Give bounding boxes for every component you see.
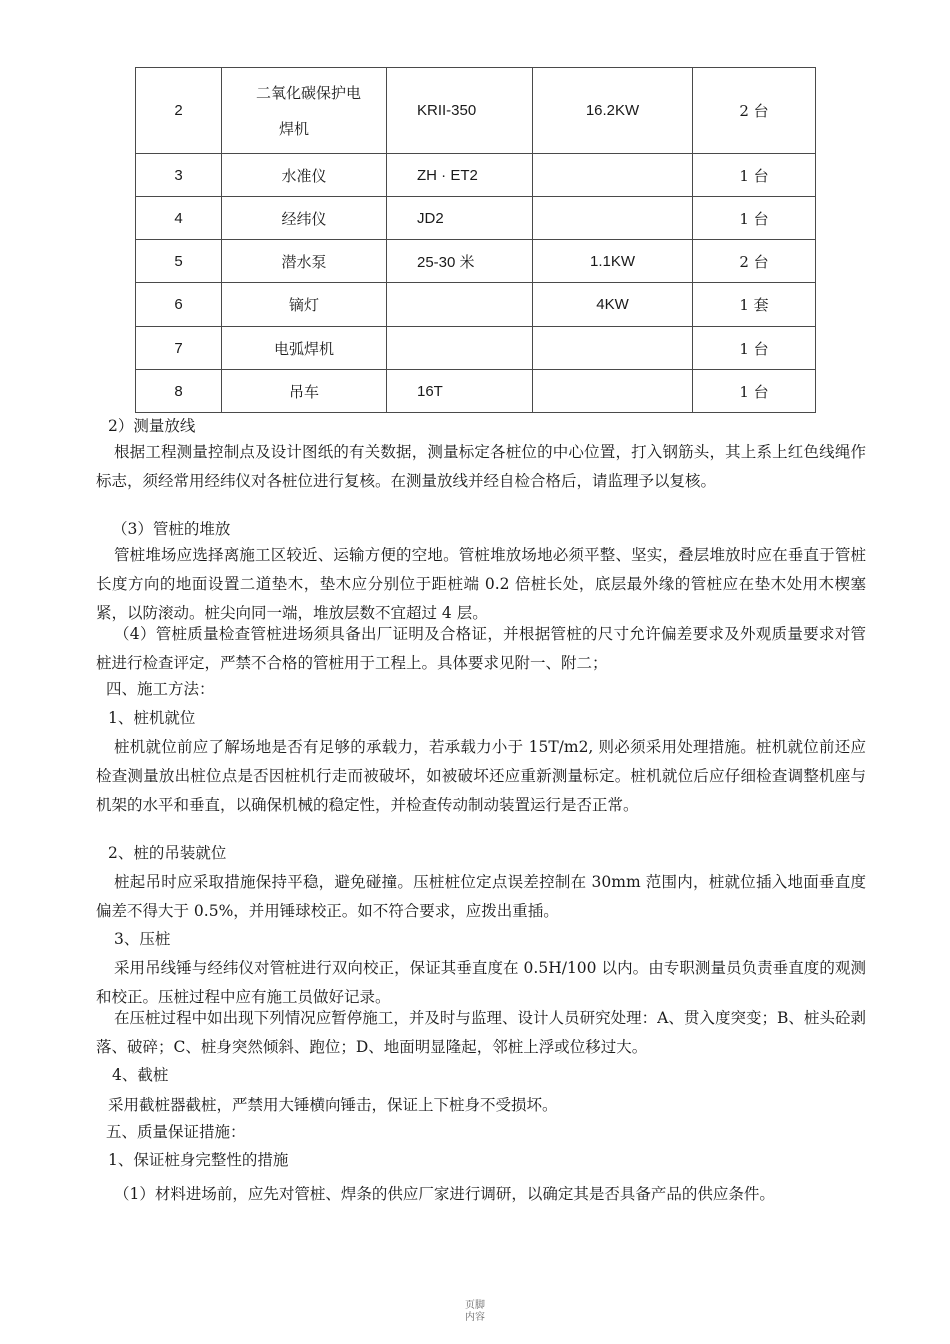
heading-position: 1、桩机就位 [108, 709, 196, 727]
cell-model: JD2 [387, 197, 533, 240]
cell-qty: 1 台 [693, 370, 816, 413]
cell-model [387, 327, 533, 370]
table-row [136, 197, 816, 240]
cell-no: 4 [136, 197, 222, 240]
cell-name: 潜水泵 [222, 240, 387, 283]
cell-power: 4KW [533, 283, 693, 327]
cell-name: 水准仪 [222, 154, 387, 197]
page-footer [0, 1300, 950, 1324]
cell-power [533, 197, 693, 240]
table-row [136, 327, 816, 370]
paragraph-press-1: 采用吊线锤与经纬仪对管桩进行双向校正，保证其垂直度在 0.5H/100 以内。由专职测量员负责垂直度的观测和校正。压桩过程中应有施工员做好记录。 [96, 959, 866, 1006]
cell-power: 1.1KW [533, 240, 693, 283]
cell-no: 5 [136, 240, 222, 283]
cell-no: 2 [136, 68, 222, 154]
heading-method: 四、施工方法： [106, 680, 215, 698]
heading-measure: 2）测量放线 [108, 417, 196, 435]
cell-name-line2: 焊机 [279, 119, 310, 138]
cell-name: 吊车 [222, 370, 387, 413]
cell-name: 电弧焊机 [222, 327, 387, 370]
cell-model [387, 283, 533, 327]
cell-qty: 2 台 [693, 68, 816, 154]
cell-power [533, 370, 693, 413]
cell-model: KRII-350 [387, 68, 533, 154]
paragraph-position: 桩机就位前应了解场地是否有足够的承载力，若承载力小于 15T/m2, 则必须采用处理措施。桩机就位前还应检查测量放出桩位点是否因桩机行走而被破坏，如被破坏还应重新测量标定。桩机就位后应仔细检查调整机座与机架的水平和垂直，以确保机械的稳定性，并检查传动制动装置运行是否正常。 [96, 738, 866, 814]
heading-press: 3、压桩 [114, 930, 171, 948]
footer-line-2: 内容 [465, 1312, 485, 1323]
cell-no: 6 [136, 283, 222, 327]
table-row [136, 68, 816, 154]
paragraph-stack: 管桩堆场应选择离施工区较近、运输方便的空地。管桩堆放场地必须平整、坚实，叠层堆放时应在垂直于管桩长度方向的地面设置二道垫木，垫木应分别位于距桩端 0.2 倍桩长处，底层最外缘的管桩应在垫木处用木楔塞紧，以防滚动。桩尖向同一端，堆放层数不宜超过 4 层。 [96, 546, 866, 622]
cell-no: 8 [136, 370, 222, 413]
cell-model: 25-30 米 [387, 240, 533, 283]
cell-model: 16T [387, 370, 533, 413]
cell-power [533, 154, 693, 197]
paragraph-cut: 采用截桩器截桩，严禁用大锤横向锤击，保证上下桩身不受损坏。 [108, 1096, 558, 1114]
heading-cut: 4、截桩 [112, 1066, 169, 1084]
cell-name [222, 68, 387, 154]
cell-name: 镝灯 [222, 283, 387, 327]
table-row [136, 283, 816, 327]
paragraph-hoist: 桩起吊时应采取措施保持平稳，避免碰撞。压桩桩位定点误差控制在 30mm 范围内，桩就位插入地面垂直度偏差不得大于 0.5%，并用锤球校正。如不符合要求，应拨出重插。 [96, 873, 866, 920]
paragraph-quality: （4）管桩质量检查管桩进场须具备出厂证明及合格证，并根据管桩的尺寸允许偏差要求及外观质量要求对管桩进行检查评定，严禁不合格的管桩用于工程上。具体要求见附一、附二； [96, 625, 866, 672]
table-row [136, 370, 816, 413]
paragraph-material: （1）材料进场前，应先对管桩、焊条的供应厂家进行调研，以确定其是否具备产品的供应条件。 [114, 1185, 775, 1203]
paragraph-measure: 根据工程测量控制点及设计图纸的有关数据，测量标定各桩位的中心位置，打入钢筋头，其上系上红色线绳作标志，须经常用经纬仪对各桩位进行复核。在测量放线并经自检合格后，请监理予以复核。 [96, 443, 866, 490]
cell-qty: 1 套 [693, 283, 816, 327]
cell-qty: 1 台 [693, 327, 816, 370]
cell-name: 经纬仪 [222, 197, 387, 240]
cell-qty: 1 台 [693, 197, 816, 240]
cell-no: 7 [136, 327, 222, 370]
heading-qa: 五、质量保证措施： [106, 1123, 246, 1141]
heading-stack: （3）管桩的堆放 [112, 520, 231, 538]
cell-power: 16.2KW [533, 68, 693, 154]
cell-model: ZH · ET2 [387, 154, 533, 197]
cell-qty: 2 台 [693, 240, 816, 283]
cell-no: 3 [136, 154, 222, 197]
table-row [136, 240, 816, 283]
equipment-table [135, 67, 816, 413]
table-row [136, 154, 816, 197]
heading-hoist: 2、桩的吊装就位 [108, 844, 227, 862]
heading-integrity: 1、保证桩身完整性的措施 [108, 1151, 289, 1169]
cell-power [533, 327, 693, 370]
cell-qty: 1 台 [693, 154, 816, 197]
footer-line-1: 页脚 [465, 1300, 485, 1311]
paragraph-press-2: 在压桩过程中如出现下列情况应暂停施工，并及时与监理、设计人员研究处理：A、贯入度突变；B、桩头砼剥落、破碎；C、桩身突然倾斜、跑位；D、地面明显隆起，邻桩上浮或位移过大。 [96, 1009, 866, 1056]
cell-name-line1: 二氧化碳保护电 [256, 83, 362, 102]
